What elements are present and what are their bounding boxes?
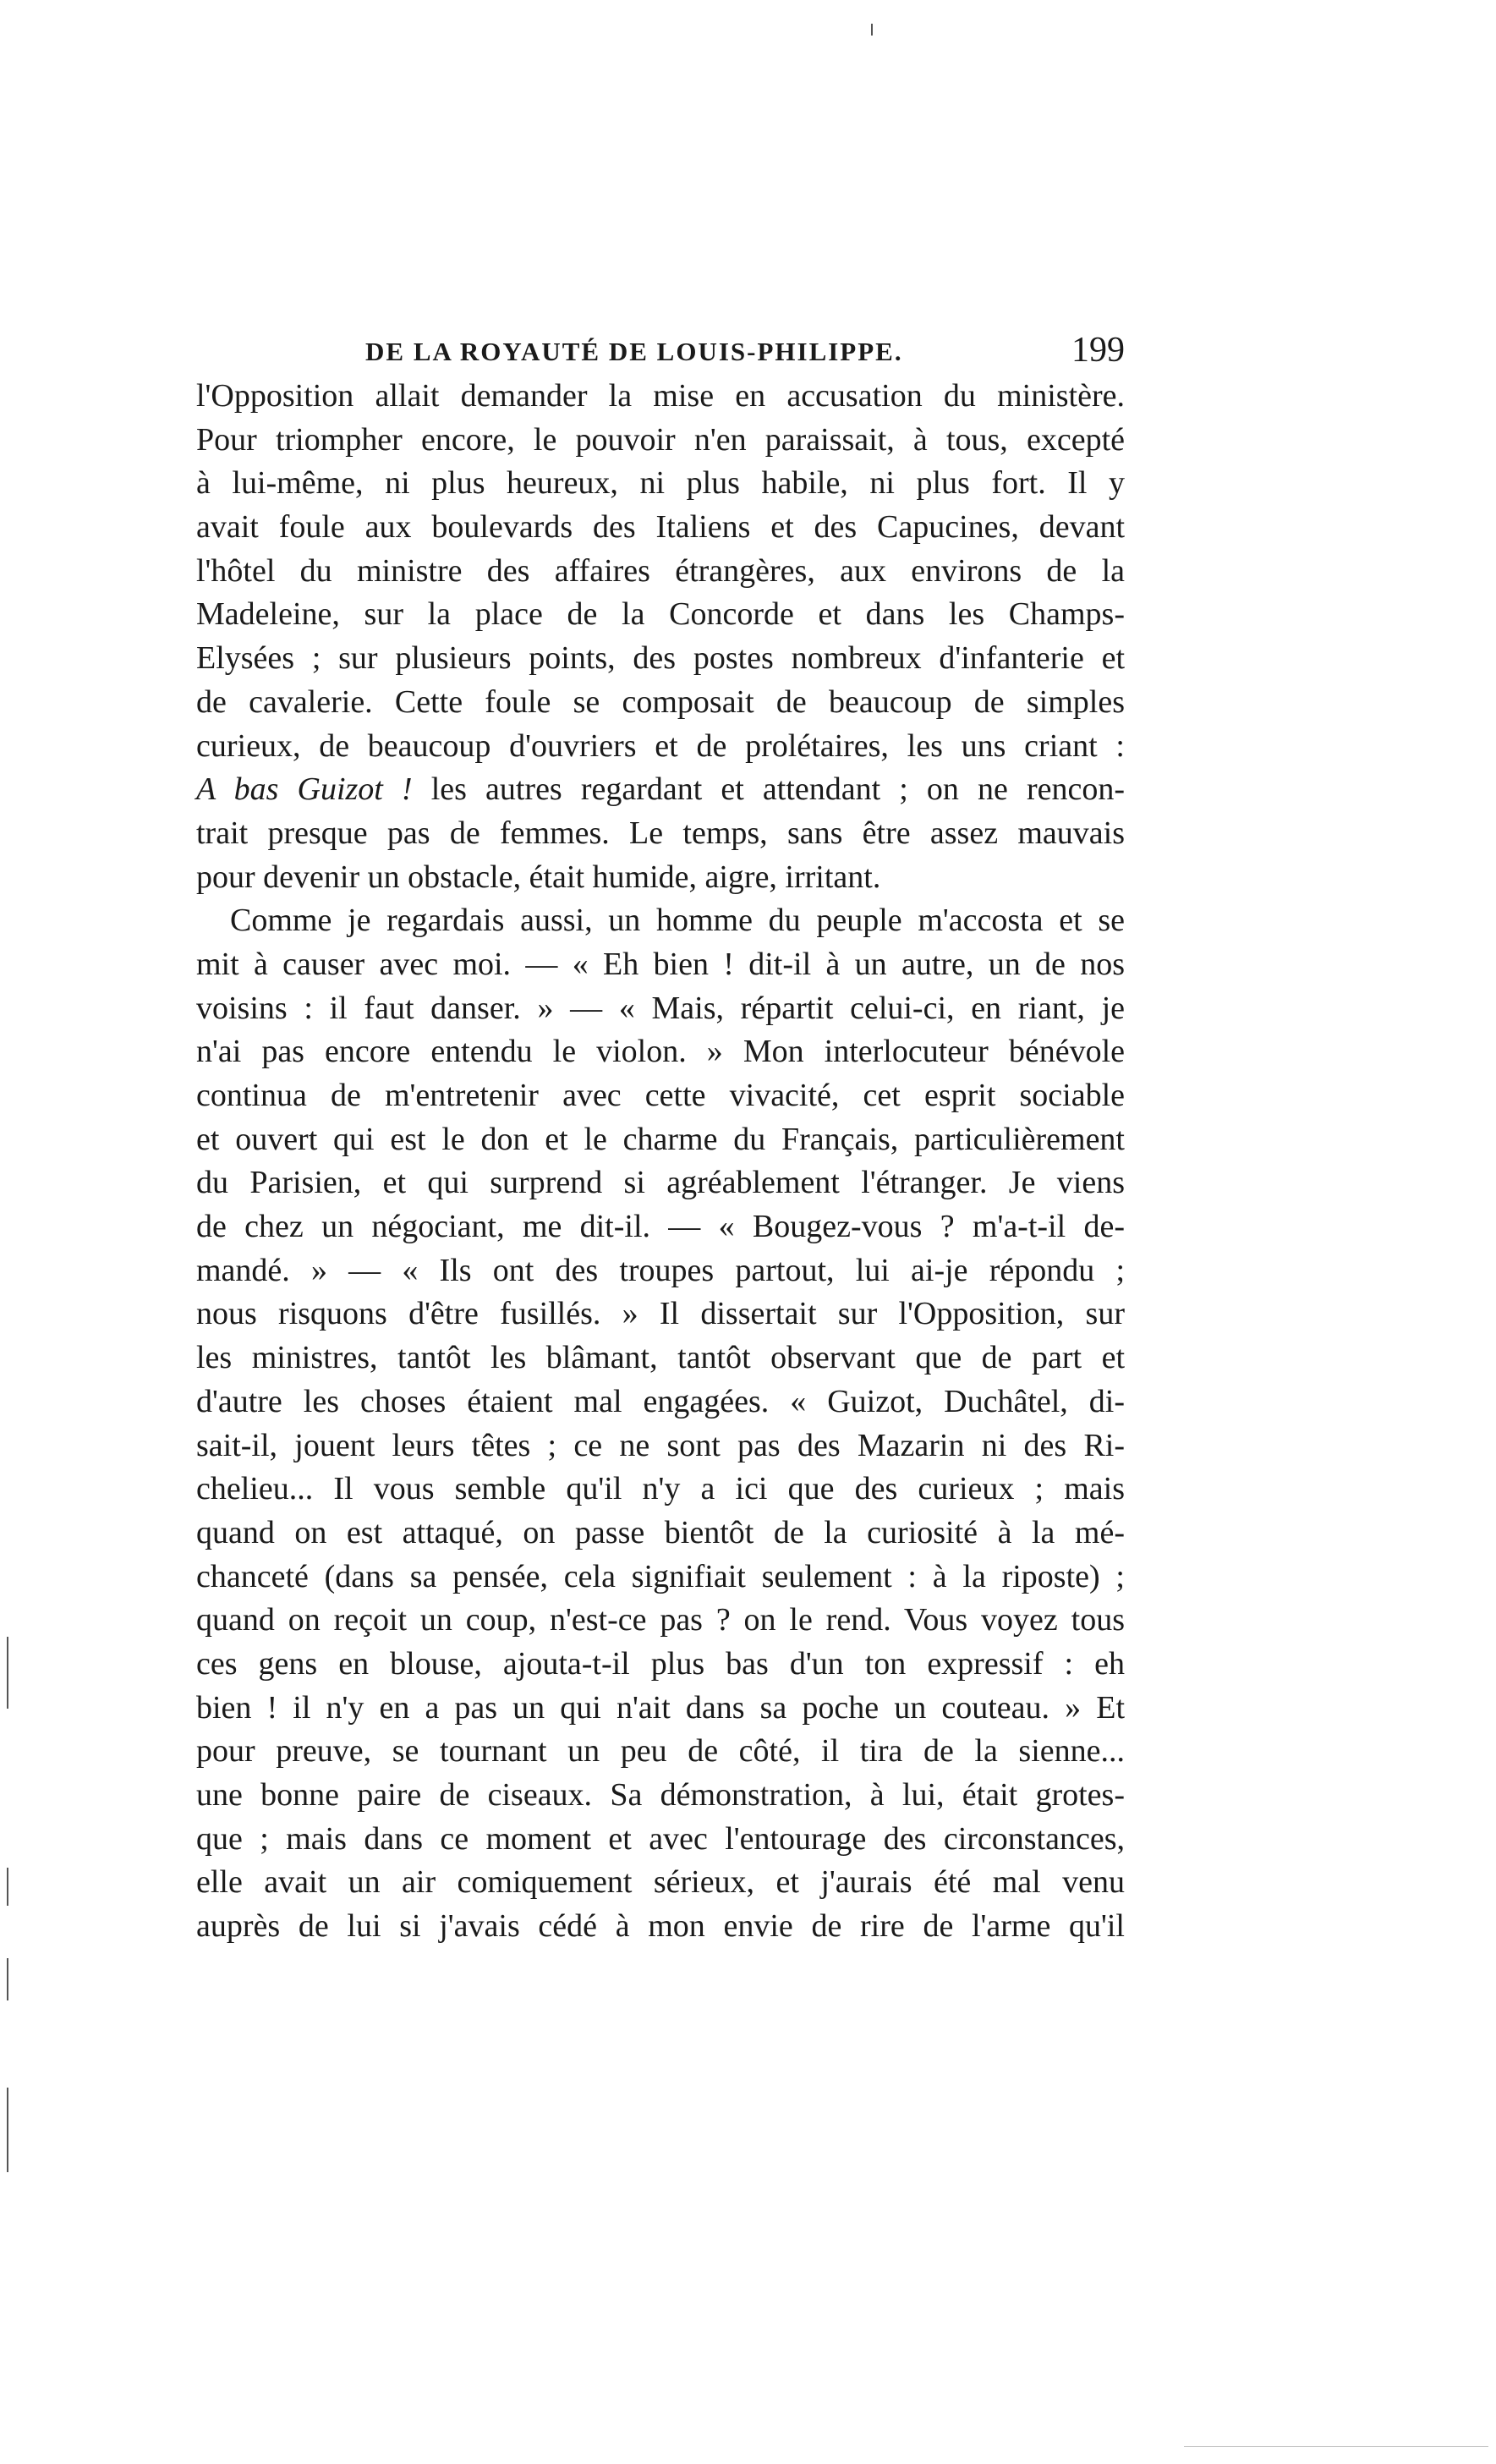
text-line: l'hôtel du ministre des affaires étrangères, aux environs de la — [196, 552, 1125, 589]
text-line: curieux, de beaucoup d'ouvriers et de prolétaires, les uns criant : — [196, 727, 1125, 764]
text-line: voisins : il faut danser. » — « Mais, répartit celui-ci, en riant, je — [196, 990, 1125, 1026]
scan-artifact-mark — [7, 1868, 8, 1906]
text-line: chelieu... Il vous semble qu'il n'y a ici que des curieux ; mais — [196, 1471, 1125, 1507]
text-line: l'Opposition allait demander la mise en accusation du ministère. — [196, 378, 1125, 414]
text-line: mandé. » — « Ils ont des troupes partout, lui ai-je répondu ; — [196, 1252, 1125, 1288]
scan-artifact-mark — [7, 1637, 8, 1709]
text-line: du Parisien, et qui surprend si agréablement l'étranger. Je viens — [196, 1165, 1125, 1201]
text-line: nous risquons d'être fusillés. » Il dissertait sur l'Opposition, sur — [196, 1296, 1125, 1332]
scan-artifact-mark — [1184, 2446, 1488, 2447]
italic-exclamation: A bas Guizot ! — [196, 771, 413, 808]
text-line: auprès de lui si j'avais cédé à mon envie de rire de l'arme qu'il — [196, 1908, 1125, 1945]
body-text — [196, 375, 1125, 1949]
text-line: que ; mais dans ce moment et avec l'entourage des circonstances, — [196, 1820, 1125, 1857]
paragraph-start-line: Comme je regardais aussi, un homme du peuple m'accosta et se — [230, 903, 1125, 939]
text-line: les ministres, tantôt les blâmant, tantôt observant que de part et — [196, 1340, 1125, 1376]
text-line: Pour triompher encore, le pouvoir n'en paraissait, à tous, excepté — [196, 421, 1125, 458]
text-line: bien ! il n'y en a pas un qui n'ait dans sa poche un couteau. » Et — [196, 1689, 1125, 1726]
text-line: elle avait un air comiquement sérieux, et j'aurais été mal venu — [196, 1864, 1125, 1901]
text-line: de chez un négociant, me dit-il. — « Bougez-vous ? m'a-t-il de- — [196, 1209, 1125, 1245]
text-line: Madeleine, sur la place de la Concorde et dans les Champs- — [196, 596, 1125, 633]
text-line: pour preuve, se tournant un peu de côté, il tira de la sienne... — [196, 1733, 1125, 1770]
running-title: DE LA ROYAUTÉ DE LOUIS-PHILIPPE. — [365, 337, 903, 366]
text-line: à lui-même, ni plus heureux, ni plus habile, ni plus fort. Il y — [196, 465, 1125, 502]
text-line: avait foule aux boulevards des Italiens et des Capucines, devant — [196, 509, 1125, 546]
text-line: continua de m'entretenir avec cette vivacité, cet esprit sociable — [196, 1078, 1125, 1113]
running-head — [196, 330, 1125, 377]
text-line: ces gens en blouse, ajouta-t-il plus bas d'un ton expressif : eh — [196, 1645, 1125, 1682]
text-line: de cavalerie. Cette foule se composait de beaucoup de simples — [196, 683, 1125, 720]
scan-artifact-mark — [871, 24, 873, 36]
text-line: sait-il, jouent leurs têtes ; ce ne sont pas des Mazarin ni des Ri- — [196, 1427, 1125, 1463]
text-line: Elysées ; sur plusieurs points, des postes nombreux d'infanterie et — [196, 640, 1125, 677]
text-line: mit à causer avec moi. — « Eh bien ! dit-il à un autre, un de nos — [196, 946, 1125, 982]
page-number: 199 — [1071, 331, 1125, 370]
paragraph-end-line: pour devenir un obstacle, était humide, aigre, irritant. — [196, 859, 881, 895]
text-line-rest: les autres regardant et attendant ; on ne rencon- — [430, 771, 1125, 808]
scan-artifact-mark — [7, 1958, 8, 2000]
text-line: quand on reçoit un coup, n'est-ce pas ? on le rend. Vous voyez tous — [196, 1602, 1125, 1638]
scan-artifact-mark — [7, 2088, 8, 2172]
text-line: d'autre les choses étaient mal engagées. « Guizot, Duchâtel, di- — [196, 1383, 1125, 1419]
text-line: une bonne paire de ciseaux. Sa démonstration, à lui, était grotes- — [196, 1777, 1125, 1813]
text-line: n'ai pas encore entendu le violon. » Mon interlocuteur bénévole — [196, 1034, 1125, 1070]
text-line-with-italic — [196, 768, 1125, 812]
text-line: chanceté (dans sa pensée, cela signifiait seulement : à la riposte) ; — [196, 1558, 1125, 1594]
text-line: quand on est attaqué, on passe bientôt de la curiosité à la mé- — [196, 1514, 1125, 1550]
text-line: trait presque pas de femmes. Le temps, sans être assez mauvais — [196, 815, 1125, 851]
text-line: et ouvert qui est le don et le charme du Français, particulièrement — [196, 1121, 1125, 1157]
